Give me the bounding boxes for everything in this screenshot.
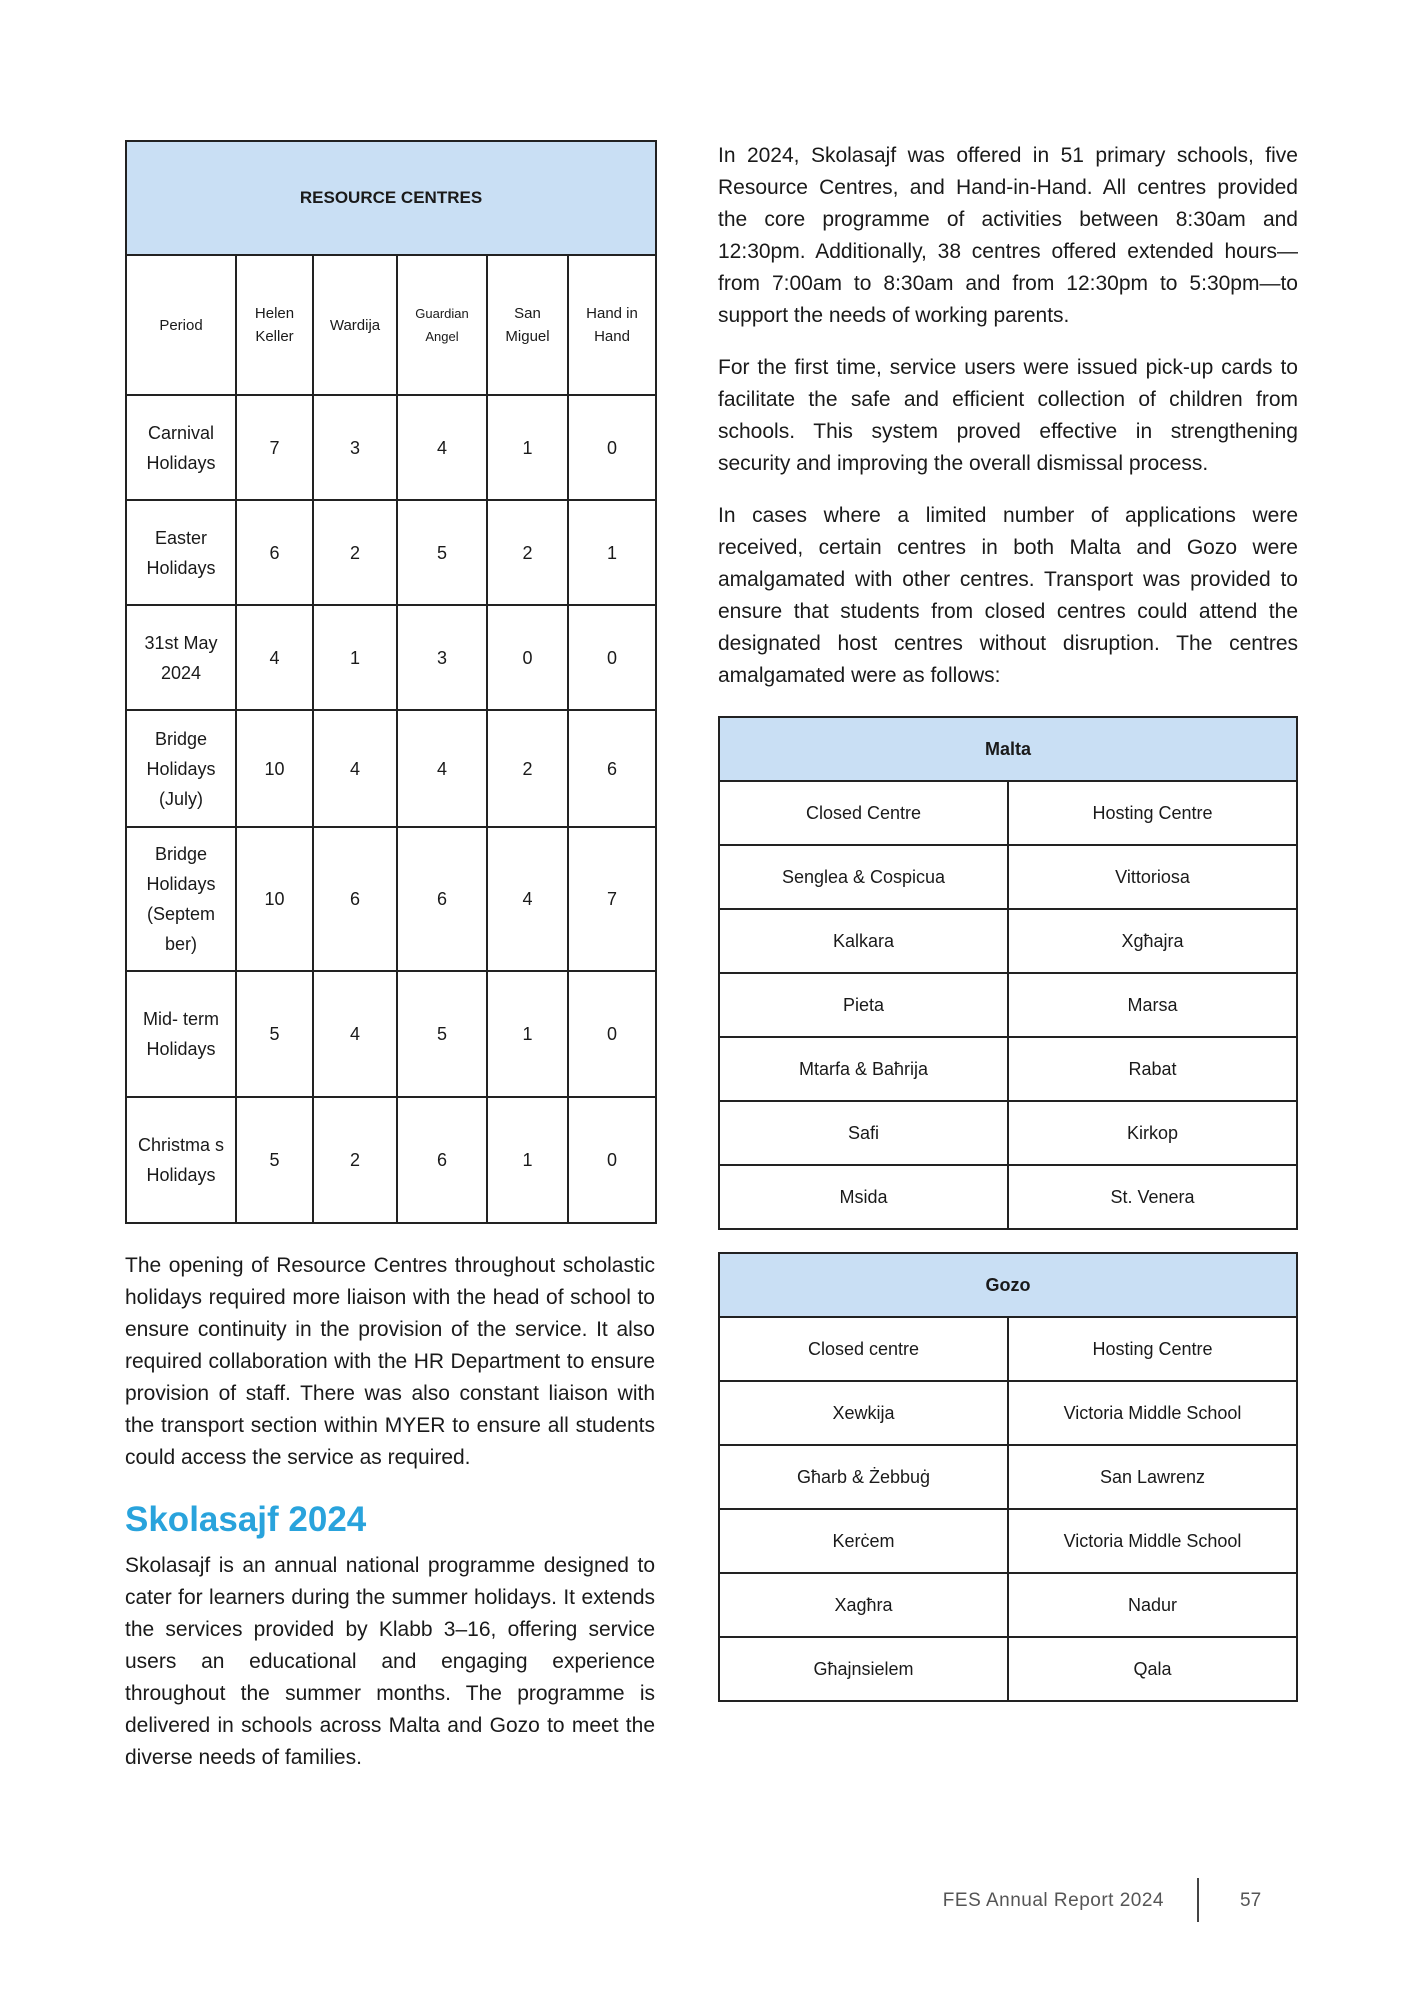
value-cell: 10 [236, 710, 313, 827]
closed-centre-cell: Msida [719, 1165, 1008, 1229]
value-cell: 0 [487, 605, 568, 710]
table-row [719, 1037, 1297, 1101]
value-cell: 4 [313, 710, 397, 827]
value-cell: 5 [236, 971, 313, 1097]
value-cell: 4 [397, 395, 487, 500]
column-header-san-miguel: San Miguel [487, 255, 568, 395]
column-header-wardija: Wardija [313, 255, 397, 395]
period-cell: 31st May 2024 [126, 605, 236, 710]
value-cell: 1 [313, 605, 397, 710]
period-cell: Easter Holidays [126, 500, 236, 605]
value-cell: 6 [397, 1097, 487, 1223]
skolasajf-offering-paragraph: In 2024, Skolasajf was offered in 51 primary schools, five Resource Centres, and Hand-in-Hand. All centres provided the core programme of activities between 8:30am and 12:30pm. Additionally, 38 centres offered extended hours—from 7:00am to 8:30am and from 12:30pm to 5:30pm—to support the needs of working parents. [718, 144, 1298, 327]
value-cell: 0 [568, 1097, 656, 1223]
column-header-helen-keller: Helen Keller [236, 255, 313, 395]
value-cell: 6 [397, 827, 487, 971]
table-row [126, 395, 656, 500]
value-cell: 6 [313, 827, 397, 971]
value-cell: 2 [313, 500, 397, 605]
period-cell: Bridge Holidays (July) [126, 710, 236, 827]
hosting-centre-cell: Nadur [1008, 1573, 1297, 1637]
table-row [126, 605, 656, 710]
hosting-centre-cell: Victoria Middle School [1008, 1381, 1297, 1445]
table-row [719, 909, 1297, 973]
table-row [126, 500, 656, 605]
value-cell: 7 [236, 395, 313, 500]
value-cell: 4 [487, 827, 568, 971]
closed-centre-cell: Għajnsielem [719, 1637, 1008, 1701]
table-row [719, 1381, 1297, 1445]
table-row [719, 1445, 1297, 1509]
value-cell: 5 [397, 500, 487, 605]
value-cell: 2 [487, 500, 568, 605]
value-cell: 7 [568, 827, 656, 971]
table-row [719, 973, 1297, 1037]
table-row [126, 710, 656, 827]
table-title: Gozo [719, 1253, 1297, 1317]
hosting-centre-cell: St. Venera [1008, 1165, 1297, 1229]
closed-centre-cell: Senglea & Cospicua [719, 845, 1008, 909]
period-cell: Bridge Holidays (Septem ber) [126, 827, 236, 971]
column-header-guardian-angel: Guardian Angel [397, 255, 487, 395]
footer-divider [1197, 1878, 1199, 1922]
resource-centres-paragraph: The opening of Resource Centres throughout scholastic holidays required more liaison with the head of school to ensure continuity in the provision of the service. It also required collaboration with the HR Department to ensure provision of staff. There was also constant liaison with the transport section within MYER to ensure all students could access the service as required. [125, 1254, 655, 1469]
value-cell: 0 [568, 605, 656, 710]
page-number: 57 [1240, 1890, 1262, 1911]
value-cell: 2 [313, 1097, 397, 1223]
closed-centre-cell: Għarb & Żebbuġ [719, 1445, 1008, 1509]
table-row [126, 827, 656, 971]
table-title: RESOURCE CENTRES [126, 141, 656, 255]
skolasajf-intro-paragraph: Skolasajf is an annual national programme designed to cater for learners during the summer holidays. It extends the services provided by Klabb 3–16, offering service users an educational and engaging experience throughout the summer months. The programme is delivered in schools across Malta and Gozo to meet the diverse needs of families. [125, 1554, 655, 1769]
value-cell: 0 [568, 971, 656, 1097]
right-column [718, 140, 1298, 1702]
value-cell: 4 [313, 971, 397, 1097]
closed-centre-cell: Xewkija [719, 1381, 1008, 1445]
table-row [719, 1101, 1297, 1165]
footer-title: FES Annual Report 2024 [942, 1890, 1164, 1911]
value-cell: 2 [487, 710, 568, 827]
hosting-centre-cell: Vittoriosa [1008, 845, 1297, 909]
closed-centre-cell: Safi [719, 1101, 1008, 1165]
value-cell: 1 [487, 395, 568, 500]
period-cell: Christma s Holidays [126, 1097, 236, 1223]
value-cell: 6 [568, 710, 656, 827]
closed-centre-cell: Mtarfa & Baħrija [719, 1037, 1008, 1101]
table-row [719, 1573, 1297, 1637]
value-cell: 0 [568, 395, 656, 500]
column-header-closed-centre: Closed centre [719, 1317, 1008, 1381]
period-cell: Mid- term Holidays [126, 971, 236, 1097]
hosting-centre-cell: San Lawrenz [1008, 1445, 1297, 1509]
period-cell: Carnival Holidays [126, 395, 236, 500]
table-row [719, 1637, 1297, 1701]
value-cell: 1 [487, 971, 568, 1097]
column-header-closed-centre: Closed Centre [719, 781, 1008, 845]
value-cell: 4 [236, 605, 313, 710]
section-heading: Skolasajf 2024 [125, 1500, 367, 1539]
value-cell: 3 [397, 605, 487, 710]
hosting-centre-cell: Kirkop [1008, 1101, 1297, 1165]
table-row [126, 1097, 656, 1223]
hosting-centre-cell: Rabat [1008, 1037, 1297, 1101]
malta-table [718, 716, 1298, 1230]
column-header-hosting-centre: Hosting Centre [1008, 781, 1297, 845]
closed-centre-cell: Kalkara [719, 909, 1008, 973]
table-row [719, 845, 1297, 909]
value-cell: 1 [487, 1097, 568, 1223]
gozo-table [718, 1252, 1298, 1702]
pickup-cards-paragraph: For the first time, service users were issued pick-up cards to facilitate the safe and efficient collection of children from schools. This system proved effective in strengthening security and improving the overall dismissal process. [718, 356, 1298, 475]
hosting-centre-cell: Xgħajra [1008, 909, 1297, 973]
amalgamation-paragraph: In cases where a limited number of applications were received, certain centres in both Malta and Gozo were amalgamated with other centres. Transport was provided to ensure that students from closed centres could attend the designated host centres without disruption. The centres amalgamated were as follows: [718, 504, 1298, 687]
value-cell: 3 [313, 395, 397, 500]
table-row [719, 1165, 1297, 1229]
column-header-hand-in-hand: Hand in Hand [568, 255, 656, 395]
value-cell: 5 [236, 1097, 313, 1223]
closed-centre-cell: Kerċem [719, 1509, 1008, 1573]
page-footer [0, 1878, 1414, 1926]
table-row [719, 1509, 1297, 1573]
table-row [126, 971, 656, 1097]
hosting-centre-cell: Qala [1008, 1637, 1297, 1701]
hosting-centre-cell: Victoria Middle School [1008, 1509, 1297, 1573]
value-cell: 5 [397, 971, 487, 1097]
value-cell: 10 [236, 827, 313, 971]
resource-centres-table [125, 140, 657, 1224]
value-cell: 1 [568, 500, 656, 605]
closed-centre-cell: Pieta [719, 973, 1008, 1037]
closed-centre-cell: Xagħra [719, 1573, 1008, 1637]
value-cell: 6 [236, 500, 313, 605]
hosting-centre-cell: Marsa [1008, 973, 1297, 1037]
column-header-period: Period [126, 255, 236, 395]
table-title: Malta [719, 717, 1297, 781]
value-cell: 4 [397, 710, 487, 827]
column-header-hosting-centre: Hosting Centre [1008, 1317, 1297, 1381]
left-column [125, 140, 655, 1794]
